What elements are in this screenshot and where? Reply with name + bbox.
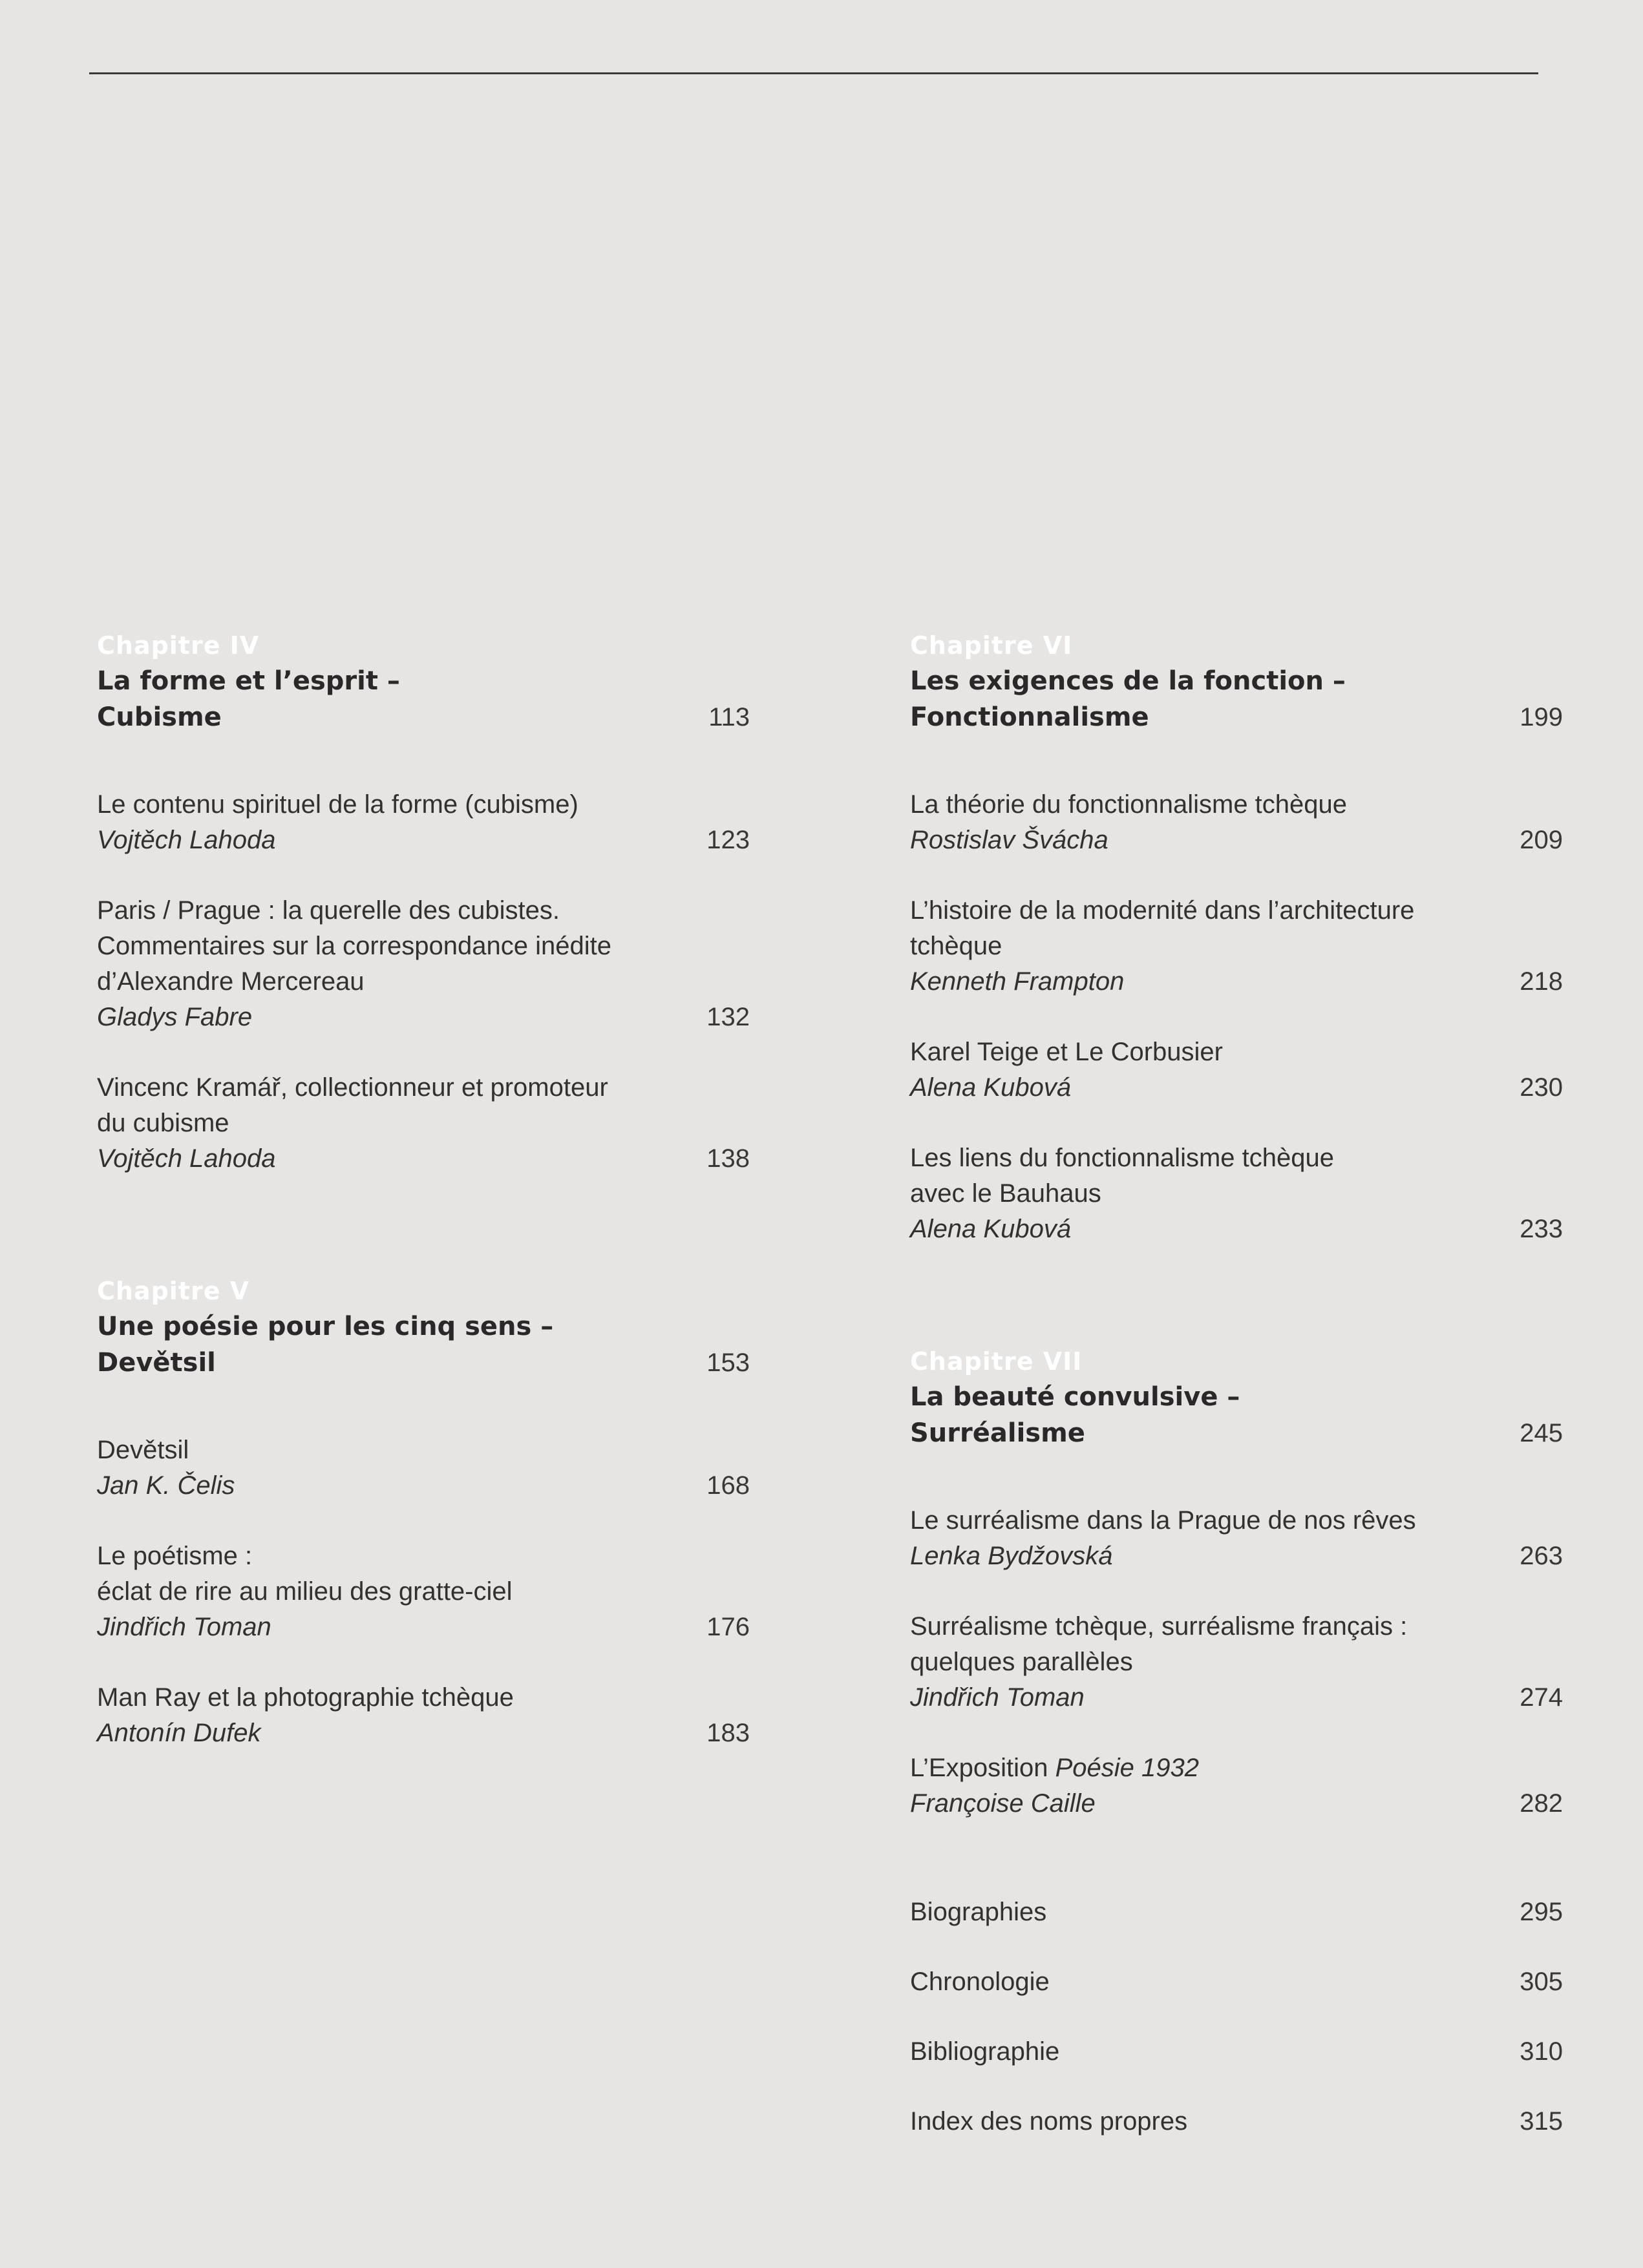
page-number: 230: [1520, 1073, 1563, 1102]
chapter-vii-section: [910, 1344, 1563, 1822]
toc-entry[interactable]: [97, 1680, 750, 1751]
back-matter-label: Biographies: [910, 1898, 1047, 1926]
entry-title: Commentaires sur la correspondance inédite: [97, 932, 611, 960]
page-number: 295: [1520, 1898, 1563, 1926]
page-number: 153: [706, 1349, 750, 1377]
page-number: 113: [708, 703, 750, 731]
entry-author: Jindřich Toman: [910, 1683, 1085, 1712]
entry-title: Le poétisme :: [97, 1542, 253, 1570]
page-number: 233: [1520, 1215, 1563, 1243]
page-number: 218: [1520, 967, 1563, 996]
page-number: 176: [706, 1613, 750, 1641]
entry-title: du cubisme: [97, 1109, 229, 1137]
page-number: 199: [1520, 703, 1563, 731]
entry-title: Karel Teige et Le Corbusier: [910, 1038, 1223, 1066]
page-number: 282: [1520, 1789, 1563, 1818]
chapter-title-line2: Fonctionnalisme: [910, 702, 1149, 732]
toc-entry[interactable]: [910, 1750, 1563, 1822]
chapter-title-line1: La forme et l’esprit –: [97, 666, 400, 696]
chapter-title-line1: La beauté convulsive –: [910, 1382, 1240, 1412]
entry-author: Gladys Fabre: [97, 1003, 253, 1031]
entry-title: Man Ray et la photographie tchèque: [97, 1683, 514, 1712]
page-number: 123: [706, 826, 750, 854]
entry-author: Kenneth Frampton: [910, 967, 1125, 996]
page-number: 315: [1520, 2107, 1563, 2136]
entry-title: quelques parallèles: [910, 1648, 1133, 1676]
page-number: 274: [1520, 1683, 1563, 1712]
chapter-label: Chapitre IV: [97, 631, 260, 660]
entry-title: Devětsil: [97, 1436, 189, 1464]
entry-author: Alena Kubová: [910, 1073, 1072, 1102]
entry-author: Lenka Bydžovská: [910, 1542, 1113, 1570]
back-matter-item[interactable]: [910, 1894, 1563, 1964]
toc-entry[interactable]: [97, 1070, 750, 1177]
page-number: 138: [706, 1144, 750, 1173]
entry-author: Antonín Dufek: [97, 1719, 261, 1747]
toc-entry[interactable]: [97, 893, 750, 1035]
back-matter-item[interactable]: [910, 1964, 1563, 2033]
chapter-title-line1: Les exigences de la fonction –: [910, 666, 1346, 696]
entry-title: Paris / Prague : la querelle des cubistes.: [97, 896, 560, 925]
entry-author: Rostislav Švácha: [910, 826, 1108, 854]
chapter-title-line1: Une poésie pour les cinq sens –: [97, 1312, 554, 1341]
chapter-title-line2: Cubisme: [97, 702, 222, 732]
page-number: 310: [1520, 2037, 1563, 2066]
chapter-title-line2: Devětsil: [97, 1348, 216, 1378]
page-number: 305: [1520, 1968, 1563, 1996]
entry-title: tchèque: [910, 932, 1002, 960]
toc-entry[interactable]: [910, 1034, 1563, 1106]
page-number: 132: [706, 1003, 750, 1031]
back-matter-item[interactable]: [910, 2033, 1563, 2103]
top-rule: [89, 72, 1538, 74]
page-number: 168: [706, 1471, 750, 1500]
chapter-label: Chapitre VII: [910, 1347, 1083, 1376]
toc-entry[interactable]: [910, 893, 1563, 1000]
entry-title: L’histoire de la modernité dans l’architecture: [910, 896, 1415, 925]
entry-title: d’Alexandre Mercereau: [97, 967, 365, 996]
page-number: 183: [706, 1719, 750, 1747]
back-matter: [910, 1894, 1563, 2173]
entry-author: Vojtěch Lahoda: [97, 1144, 276, 1173]
chapter-label: Chapitre V: [97, 1277, 250, 1305]
entry-title-prefix: L’Exposition: [910, 1754, 1055, 1782]
entry-title: Vincenc Kramář, collectionneur et promoteur: [97, 1073, 608, 1102]
toc-left-column: [97, 628, 750, 1751]
chapter-v-section: [97, 1274, 750, 1751]
toc-entry[interactable]: [97, 787, 750, 858]
entry-title: Surréalisme tchèque, surréalisme français :: [910, 1612, 1408, 1641]
entry-author: Françoise Caille: [910, 1789, 1096, 1818]
chapter-title-row[interactable]: [910, 663, 1563, 735]
back-matter-label: Bibliographie: [910, 2037, 1060, 2066]
toc-entry[interactable]: [910, 1140, 1563, 1247]
entry-title: éclat de rire au milieu des gratte-ciel: [97, 1577, 513, 1606]
chapter-label: Chapitre VI: [910, 631, 1073, 660]
toc-right-column: [910, 628, 1563, 2173]
entry-title: Les liens du fonctionnalisme tchèque: [910, 1144, 1334, 1172]
chapter-vi-section: [910, 628, 1563, 1247]
entry-title: Le contenu spirituel de la forme (cubisme): [97, 790, 578, 819]
entry-author: Vojtěch Lahoda: [97, 826, 276, 854]
entry-title: Le surréalisme dans la Prague de nos rêves: [910, 1506, 1416, 1535]
page-number: 263: [1520, 1542, 1563, 1570]
entry-author: Jindřich Toman: [97, 1613, 271, 1641]
entry-title-italic: Poésie 1932: [1055, 1754, 1199, 1782]
chapter-title-row[interactable]: [97, 1308, 750, 1381]
entry-title: La théorie du fonctionnalisme tchèque: [910, 790, 1348, 819]
toc-entry[interactable]: [97, 1538, 750, 1645]
back-matter-item[interactable]: [910, 2103, 1563, 2173]
back-matter-label: Chronologie: [910, 1968, 1050, 1996]
chapter-title-line2: Surréalisme: [910, 1418, 1085, 1448]
entry-author: Jan K. Čelis: [97, 1471, 235, 1500]
toc-entry[interactable]: [910, 787, 1563, 858]
chapter-title-row[interactable]: [910, 1379, 1563, 1451]
page-number: 209: [1520, 826, 1563, 854]
chapter-iv-section: [97, 628, 750, 1177]
toc-entry[interactable]: [97, 1433, 750, 1504]
entry-title: avec le Bauhaus: [910, 1179, 1101, 1208]
toc-entry[interactable]: [910, 1503, 1563, 1574]
page-number: 245: [1520, 1419, 1563, 1447]
back-matter-label: Index des noms propres: [910, 2107, 1188, 2136]
chapter-title-row[interactable]: [97, 663, 750, 735]
entry-author: Alena Kubová: [910, 1215, 1072, 1243]
toc-entry[interactable]: [910, 1609, 1563, 1716]
entry-title: [910, 1750, 1563, 1786]
